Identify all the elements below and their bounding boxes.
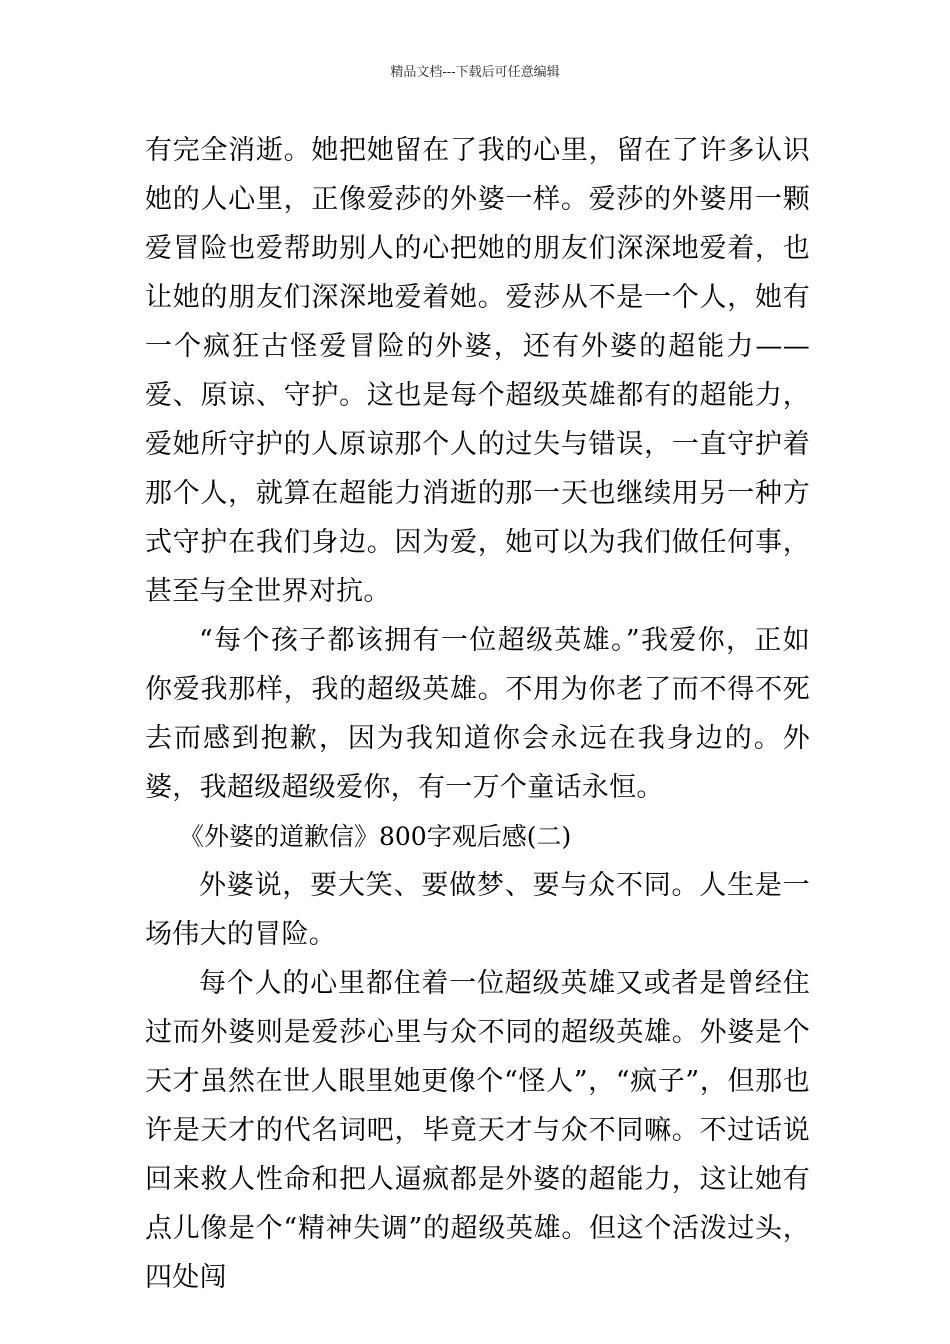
paragraph-1: 有完全消逝。她把她留在了我的心里，留在了许多认识她的人心里，正像爱莎的外婆一样。爱莎的外婆用一颗爱冒险也爱帮助别人的心把她的朋友们深深地爱着，也让她的朋友们深深地爱着她。爱莎从不是一个人，她有一个疯狂古怪爱冒险的外婆，还有外婆的超能力——爱、原谅、守护。这也是每个超级英雄都有的超能力，爱她所守护的人原谅那个人的过失与错误，一直守护着那个人，就算在超能力消逝的那一天也继续用另一种方式守护在我们身边。因为爱，她可以为我们做任何事，甚至与全世界对抗。 bbox=[145, 135, 810, 607]
page-header: 精品文档---下载后可任意编辑 bbox=[390, 65, 560, 80]
section-subtitle: 《外婆的道歉信》800字观后感(二) bbox=[179, 822, 572, 851]
paragraph-3: 外婆说，要大笑、要做梦、要与众不同。人生是一场伟大的冒险。 bbox=[145, 870, 810, 950]
paragraph-2: “每个孩子都该拥有一位超级英雄。”我爱你，正如你爱我那样，我的超级英雄。不用为你老了而不得不死去而感到抱歉，因为我知道你会永远在我身边的。外婆，我超级超级爱你，有一万个童话永恒。 bbox=[145, 625, 810, 803]
document-body bbox=[145, 126, 810, 1302]
paragraph-4: 每个人的心里都住着一位超级英雄又或者是曾经住过而外婆则是爱莎心里与众不同的超级英雄。外婆是个天才虽然在世人眼里她更像个“怪人”，“疯子”，但那也许是天才的代名词吧，毕竟天才与众不同嘛。不过话说回来救人性命和把人逼疯都是外婆的超能力，这让她有点儿像是个“精神失调”的超级英雄。但这个活泼过头，四处闯 bbox=[145, 968, 810, 1293]
